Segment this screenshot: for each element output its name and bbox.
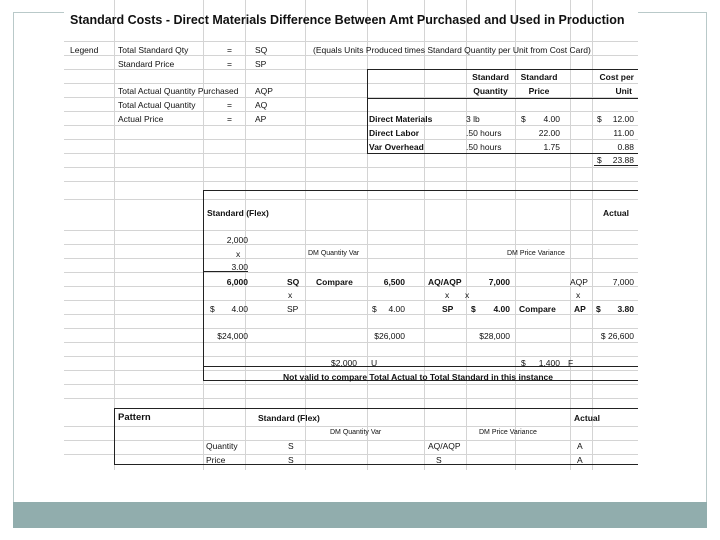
cost-card-border xyxy=(367,69,638,70)
flex-aqp-val: 7,000 xyxy=(488,277,510,287)
legend-abbr: AQ xyxy=(255,100,268,110)
pattern-s: S xyxy=(288,455,294,465)
flex-box-border xyxy=(203,190,638,191)
slide-footer-bar xyxy=(13,502,707,528)
flex-price-var-flag: F xyxy=(568,358,574,368)
legend-abbr: AQP xyxy=(255,86,273,96)
flex-x: x xyxy=(288,290,293,300)
cost-row-cost: 11.00 xyxy=(613,128,634,138)
flex-actual-label: Actual xyxy=(603,208,629,218)
cost-row-cost: 0.88 xyxy=(617,142,634,152)
flex-total-mid: $26,000 xyxy=(374,331,405,341)
flex-dm-qty-var: DM Quantity Var xyxy=(308,250,360,257)
cost-row-qty: .50 hours xyxy=(466,128,502,138)
flex-total-actual: $ 26,600 xyxy=(600,331,634,341)
header-cost-per-unit: Unit xyxy=(615,86,632,96)
legend-eq: = xyxy=(227,100,232,110)
legend-abbr: AP xyxy=(255,114,267,124)
flex-total-std: $24,000 xyxy=(217,331,248,341)
flex-standard-label: Standard (Flex) xyxy=(207,208,269,218)
cost-row-qty: 3 lb xyxy=(466,114,480,124)
flex-compare: Compare xyxy=(519,304,556,314)
cost-total-sign: $ xyxy=(597,155,602,165)
header-std-price: Standard xyxy=(520,72,558,82)
cost-row-label: Direct Materials xyxy=(369,114,433,124)
cost-row-label: Var Overhead xyxy=(369,142,424,152)
header-std-qty: Standard xyxy=(472,72,509,82)
pattern-box-border xyxy=(114,408,638,409)
legend-abbr: SP xyxy=(255,59,267,69)
legend-name: Total Actual Quantity Purchased xyxy=(118,86,239,96)
flex-actual-aqp-val: 7,000 xyxy=(612,277,634,287)
flex-x: x xyxy=(465,290,470,300)
flex-dollar: $ xyxy=(210,304,215,314)
flex-sq-val: 6,000 xyxy=(226,277,248,287)
pattern-quantity: Quantity xyxy=(206,441,238,451)
flex-price-var-sign: $ xyxy=(521,358,526,368)
header-std-price: Price xyxy=(528,86,550,96)
flex-compare: Compare xyxy=(316,277,353,287)
flex-note: Not valid to compare Total Actual to Total Standard in this instance xyxy=(283,372,553,382)
pattern-s: S xyxy=(436,455,442,465)
cost-row-qty: .50 hours xyxy=(466,142,502,152)
flex-x: x xyxy=(445,290,450,300)
flex-aq-val: 6,500 xyxy=(383,277,405,287)
flex-ap-val: 3.80 xyxy=(617,304,634,314)
cost-row-price: 1.75 xyxy=(543,142,560,152)
flex-sp-val: 4.00 xyxy=(231,304,248,314)
legend-label: Legend xyxy=(70,45,99,55)
cost-row-cost: 12.00 xyxy=(612,114,634,124)
header-std-qty: Quantity xyxy=(473,86,508,96)
pattern-actual-label: Actual xyxy=(574,413,600,423)
flex-ap: AP xyxy=(574,304,586,314)
legend-eq: = xyxy=(227,114,232,124)
cost-total: 23.88 xyxy=(612,155,634,165)
cost-row-price: 4.00 xyxy=(543,114,560,124)
sheet-title: Standard Costs - Direct Materials Difference Between Amt Purchased and Used in Production xyxy=(70,13,625,27)
cost-row-price: 22.00 xyxy=(538,128,560,138)
pattern-a: A xyxy=(577,455,583,465)
pattern-aq-aqp: AQ/AQP xyxy=(428,441,461,451)
legend-eq: = xyxy=(227,59,232,69)
pattern-s: S xyxy=(288,441,294,451)
flex-total-purch: $28,000 xyxy=(479,331,510,341)
pattern-label: Pattern xyxy=(118,412,151,423)
spreadsheet xyxy=(64,0,638,470)
cost-row-price-sign: $ xyxy=(521,114,526,124)
flex-x: x xyxy=(576,290,581,300)
header-cost-per-unit: Cost per xyxy=(599,72,634,82)
flex-sq: SQ xyxy=(287,277,300,287)
flex-per-unit: 3.00 xyxy=(231,262,248,272)
flex-sp-val: 4.00 xyxy=(388,304,405,314)
flex-aqp: AQP xyxy=(570,277,588,287)
pattern-dm-price-var: DM Price Variance xyxy=(479,429,537,436)
legend-name: Standard Price xyxy=(118,59,175,69)
pattern-a: A xyxy=(577,441,583,451)
legend-note: (Equals Units Produced times Standard Quantity per Unit from Cost Card) xyxy=(313,45,591,55)
flex-x: x xyxy=(236,249,241,259)
legend-eq: = xyxy=(227,45,232,55)
flex-dm-price-var: DM Price Variance xyxy=(507,250,565,257)
legend-name: Total Actual Quantity xyxy=(118,100,196,110)
flex-sp: SP xyxy=(442,304,454,314)
pattern-price: Price xyxy=(206,455,226,465)
legend-name: Actual Price xyxy=(118,114,164,124)
flex-qty-var-flag: U xyxy=(371,358,378,368)
legend-abbr: SQ xyxy=(255,45,268,55)
pattern-dm-qty-var: DM Quantity Var xyxy=(330,429,382,436)
legend-name: Total Standard Qty xyxy=(118,45,189,55)
pattern-standard-label: Standard (Flex) xyxy=(258,413,320,423)
flex-price-var: 1,400 xyxy=(538,358,560,368)
cost-row-cost-sign: $ xyxy=(597,114,602,124)
flex-aq-aqp: AQ/AQP xyxy=(428,277,462,287)
flex-dollar: $ xyxy=(471,304,476,314)
flex-dollar: $ xyxy=(372,304,377,314)
flex-sp-val: 4.00 xyxy=(493,304,510,314)
flex-qty-var: $2,000 xyxy=(331,358,357,368)
flex-dollar: $ xyxy=(596,304,601,314)
flex-sp: SP xyxy=(287,304,299,314)
flex-units: 2,000 xyxy=(226,235,248,245)
cost-row-label: Direct Labor xyxy=(369,128,420,138)
